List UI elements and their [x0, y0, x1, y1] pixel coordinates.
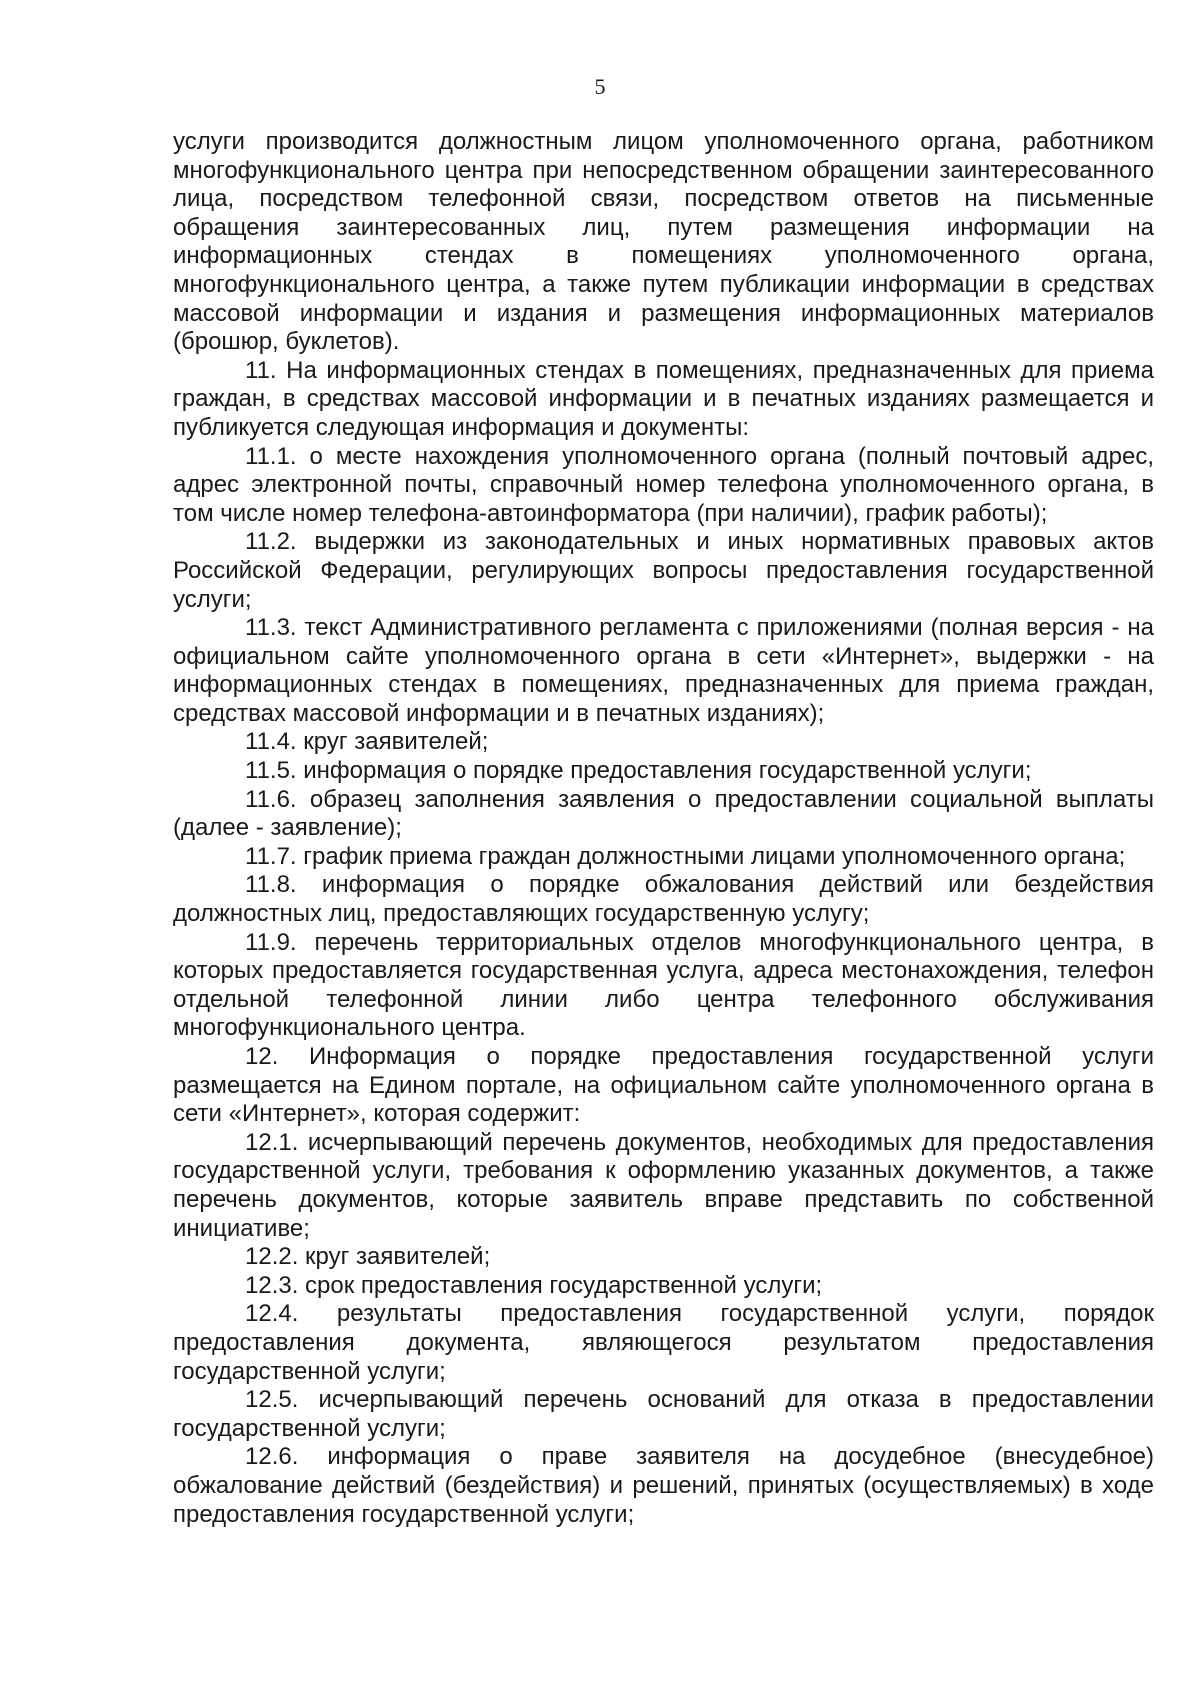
page-number: 5: [594, 74, 606, 99]
paragraph-12-2: 12.2. круг заявителей;: [245, 1243, 491, 1271]
paragraph-11-4: 11.4. круг заявителей;: [245, 728, 489, 756]
paragraph-11-7: 11.7. график приема граждан должностными лицами уполномоченного органа;: [245, 842, 1126, 870]
paragraph-11: 11. На информационных стендах в помещениях, предназначенных для приема граждан, в средствах массовой информации и в печатных изданиях размещается и публикуется следующая информация и документы:: [173, 356, 1154, 441]
paragraph-12-1: 12.1. исчерпывающий перечень документов, необходимых для предоставления государственной услуги, требования к оформлению указанных документов, а также перечень документов, которые заявитель вправе представить по собственной инициативе;: [173, 1128, 1154, 1242]
paragraph-11-1: 11.1. о месте нахождения уполномоченного органа (полный почтовый адрес, адрес электронной почты, справочный номер телефона уполномоченного органа, в том числе номер телефона-автоинформатора (при наличии), график работы);: [173, 442, 1154, 527]
paragraph-11-6: 11.6. образец заполнения заявления о предоставлении социальной выплаты (далее - заявление);: [173, 785, 1154, 842]
paragraph-12-6: 12.6. информация о праве заявителя на досудебное (внесудебное) обжалование действий (бездействия) и решений, принятых (осуществляемых) в ходе предоставления государственной услуги;: [173, 1443, 1154, 1528]
paragraph-11-5: 11.5. информация о порядке предоставления государственной услуги;: [245, 757, 1032, 785]
paragraph-12: 12. Информация о порядке предоставления государственной услуги размещается на Едином портале, на официальном сайте уполномоченного органа в сети «Интернет», которая содержит:: [173, 1043, 1154, 1128]
paragraph-11-3: 11.3. текст Административного регламента с приложениями (полная версия - на официальном сайте уполномоченного органа в сети «Интернет», выдержки - на информационных стендах в помещениях, предназначенных для приема граждан, средствах массовой информации и в печатных изданиях);: [173, 614, 1154, 727]
paragraph-11-9: 11.9. перечень территориальных отделов многофункционального центра, в которых предоставляется государственная услуга, адреса местонахождения, телефон отдельной телефонной линии либо центра телефонного обслуживания многофункционального центра.: [173, 928, 1154, 1042]
paragraph-12-4: 12.4. результаты предоставления государственной услуги, порядок предоставления документа, являющегося результатом предоставления государственной услуги;: [173, 1300, 1154, 1385]
paragraph-intro: услуги производится должностным лицом уполномоченного органа, работником многофункционального центра при непосредственном обращении заинтересованного лица, посредством телефонной связи, посредством ответов на письменные обращения заинтересованных лиц, путем размещения информации на информационных стендах в помещениях уполномоченного органа, многофункционального центра, а также путем публикации информации в средствах массовой информации и издания и размещения информационных материалов (брошюр, буклетов).: [173, 128, 1154, 356]
paragraph-11-8: 11.8. информация о порядке обжалования действий или бездействия должностных лиц, предоставляющих государственную услугу;: [173, 871, 1154, 928]
paragraph-11-2: 11.2. выдержки из законодательных и иных нормативных правовых актов Российской Федерации, регулирующих вопросы предоставления государственной услуги;: [173, 528, 1154, 613]
document-body: [173, 128, 1154, 1529]
paragraph-12-3: 12.3. срок предоставления государственной услуги;: [245, 1271, 823, 1299]
paragraph-12-5: 12.5. исчерпывающий перечень оснований для отказа в предоставлении государственной услуги;: [173, 1386, 1154, 1442]
